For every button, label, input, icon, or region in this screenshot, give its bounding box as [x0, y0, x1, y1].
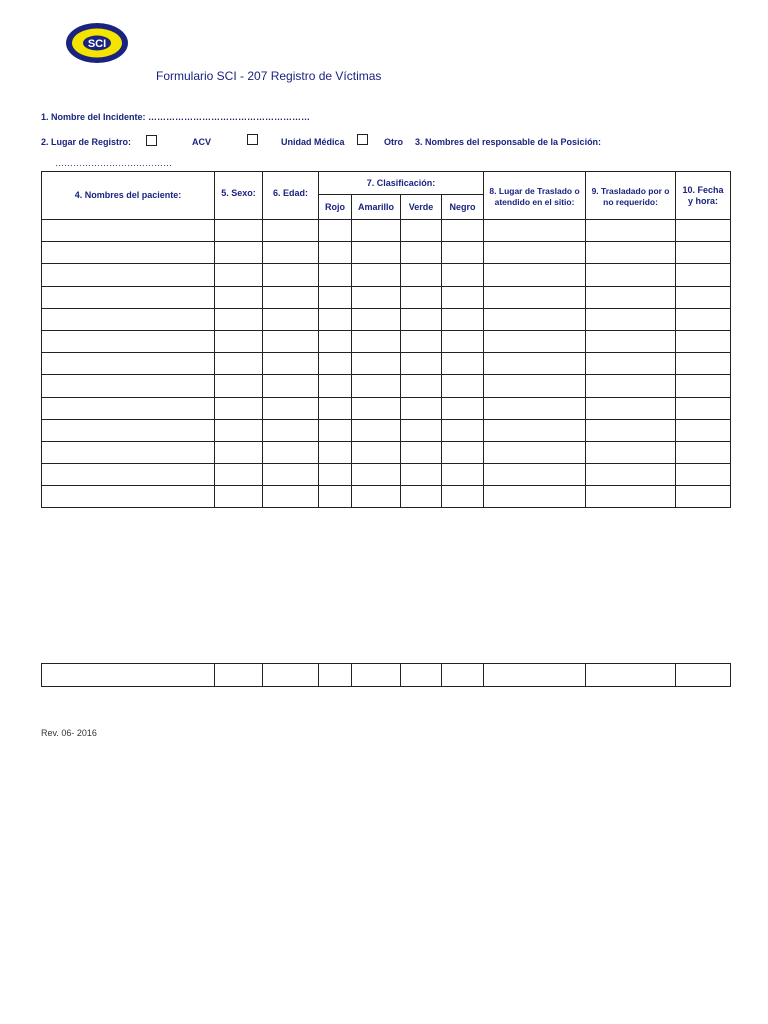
other-checkbox[interactable]: [357, 134, 368, 145]
table-cell[interactable]: [442, 664, 484, 687]
table-cell[interactable]: [676, 397, 731, 419]
table-cell[interactable]: [263, 353, 319, 375]
table-cell[interactable]: [263, 330, 319, 352]
other-label: Otro: [384, 137, 403, 147]
table-cell[interactable]: [401, 441, 442, 463]
table-row: [42, 308, 731, 330]
table-cell[interactable]: [42, 464, 215, 486]
table-cell[interactable]: [352, 397, 401, 419]
table-row: [42, 397, 731, 419]
table-cell[interactable]: [484, 664, 586, 687]
table-cell[interactable]: [42, 242, 215, 264]
table-cell[interactable]: [319, 242, 352, 264]
table-cell[interactable]: [586, 353, 676, 375]
table-cell[interactable]: [442, 397, 484, 419]
medical-unit-label: Unidad Médica: [281, 137, 345, 147]
table-cell[interactable]: [442, 353, 484, 375]
table-cell[interactable]: [586, 486, 676, 508]
table-cell[interactable]: [401, 308, 442, 330]
table-cell[interactable]: [352, 486, 401, 508]
table-cell[interactable]: [263, 286, 319, 308]
col-green: Verde: [401, 195, 442, 220]
place-label: 2. Lugar de Registro:: [41, 137, 132, 147]
table-cell[interactable]: [42, 486, 215, 508]
table-cell[interactable]: [42, 286, 215, 308]
table-cell[interactable]: [401, 464, 442, 486]
table-cell[interactable]: [42, 419, 215, 441]
table-cell[interactable]: [319, 375, 352, 397]
table-cell[interactable]: [42, 220, 215, 242]
table-cell[interactable]: [484, 441, 586, 463]
table-cell[interactable]: [215, 486, 263, 508]
table-cell[interactable]: [586, 242, 676, 264]
table-cell[interactable]: [676, 441, 731, 463]
table-cell[interactable]: [319, 286, 352, 308]
table-cell[interactable]: [586, 464, 676, 486]
table-cell[interactable]: [586, 220, 676, 242]
table-cell[interactable]: [215, 264, 263, 286]
table-cell[interactable]: [42, 330, 215, 352]
table-row: [42, 242, 731, 264]
table-cell[interactable]: [676, 242, 731, 264]
table-cell[interactable]: [484, 242, 586, 264]
col-date-time: 10. Fecha y hora:: [676, 172, 731, 220]
table-row: [42, 441, 731, 463]
table-cell[interactable]: [401, 330, 442, 352]
table-cell[interactable]: [676, 330, 731, 352]
table-cell[interactable]: [442, 286, 484, 308]
table-cell[interactable]: [42, 308, 215, 330]
responsible-label: 3. Nombres del responsable de la Posición:: [415, 137, 602, 147]
table-cell[interactable]: [263, 441, 319, 463]
table-cell[interactable]: [352, 286, 401, 308]
form-title: Formulario SCI - 207 Registro de Víctimas: [156, 69, 382, 83]
table-cell[interactable]: [352, 264, 401, 286]
table-cell[interactable]: [352, 242, 401, 264]
table-cell[interactable]: [352, 308, 401, 330]
table-cell[interactable]: [319, 486, 352, 508]
acv-label: ACV: [192, 137, 212, 147]
table-cell[interactable]: [319, 397, 352, 419]
table-cell[interactable]: [215, 330, 263, 352]
col-age: 6. Edad:: [263, 172, 319, 220]
table-cell[interactable]: [42, 264, 215, 286]
table-cell[interactable]: [676, 664, 731, 687]
table-cell[interactable]: [215, 353, 263, 375]
table-cell[interactable]: [586, 308, 676, 330]
table-cell[interactable]: [484, 286, 586, 308]
table-cell[interactable]: [319, 330, 352, 352]
table-cell[interactable]: [401, 664, 442, 687]
table-cell[interactable]: [42, 664, 215, 687]
table-row: [42, 353, 731, 375]
table-cell[interactable]: [215, 464, 263, 486]
table-row: [42, 664, 731, 687]
table-cell[interactable]: [676, 464, 731, 486]
acv-checkbox[interactable]: [146, 135, 157, 146]
table-cell[interactable]: [586, 397, 676, 419]
sci-logo: [65, 22, 129, 64]
col-black: Negro: [442, 195, 484, 220]
table-cell[interactable]: [352, 330, 401, 352]
table-cell[interactable]: [215, 397, 263, 419]
table-cell[interactable]: [352, 220, 401, 242]
table-cell[interactable]: [401, 286, 442, 308]
table-cell[interactable]: [442, 308, 484, 330]
table-cell[interactable]: [676, 308, 731, 330]
table-cell[interactable]: [319, 353, 352, 375]
table-cell[interactable]: [319, 419, 352, 441]
table-cell[interactable]: [676, 264, 731, 286]
table-cell[interactable]: [352, 464, 401, 486]
table-cell[interactable]: [401, 419, 442, 441]
table-cell[interactable]: [319, 308, 352, 330]
table-cell[interactable]: [442, 375, 484, 397]
table-row: [42, 264, 731, 286]
table-cell[interactable]: [586, 264, 676, 286]
table-cell[interactable]: [676, 220, 731, 242]
table-cell[interactable]: [215, 220, 263, 242]
col-classification: 7. Clasificación:: [319, 172, 484, 195]
table-cell[interactable]: [586, 664, 676, 687]
table-row: [42, 486, 731, 508]
col-transferred-by: 9. Trasladado por o no requerido:: [586, 172, 676, 220]
table-row: [42, 375, 731, 397]
table-cell[interactable]: [401, 486, 442, 508]
table-row: [42, 419, 731, 441]
table-cell[interactable]: [215, 419, 263, 441]
table-cell[interactable]: [484, 397, 586, 419]
table-cell[interactable]: [319, 464, 352, 486]
table-cell[interactable]: [586, 419, 676, 441]
table-cell[interactable]: [676, 419, 731, 441]
victims-table: [41, 171, 731, 508]
table-cell[interactable]: [401, 397, 442, 419]
table-cell[interactable]: [442, 220, 484, 242]
table-cell[interactable]: [401, 353, 442, 375]
table-cell[interactable]: [352, 419, 401, 441]
table-cell[interactable]: [484, 486, 586, 508]
table-cell[interactable]: [215, 664, 263, 687]
table-cell[interactable]: [484, 375, 586, 397]
table-cell[interactable]: [442, 441, 484, 463]
table-cell[interactable]: [401, 242, 442, 264]
table-row: [42, 286, 731, 308]
table-cell[interactable]: [42, 353, 215, 375]
col-patient-names: 4. Nombres del paciente:: [42, 172, 215, 220]
table-cell[interactable]: [352, 664, 401, 687]
medical-unit-checkbox[interactable]: [247, 134, 258, 145]
table-cell[interactable]: [42, 375, 215, 397]
table-cell[interactable]: [319, 264, 352, 286]
table-cell[interactable]: [442, 242, 484, 264]
table-cell[interactable]: [484, 220, 586, 242]
table-cell[interactable]: [401, 220, 442, 242]
table-cell[interactable]: [442, 464, 484, 486]
table-cell[interactable]: [676, 486, 731, 508]
table-cell[interactable]: [319, 220, 352, 242]
table-cell[interactable]: [319, 664, 352, 687]
table-row: [42, 220, 731, 242]
table-cell[interactable]: [586, 441, 676, 463]
col-sex: 5. Sexo:: [215, 172, 263, 220]
revision-note: Rev. 06- 2016: [41, 728, 97, 738]
table-cell[interactable]: [442, 486, 484, 508]
table-cell[interactable]: [484, 264, 586, 286]
table-row: [42, 330, 731, 352]
table-cell[interactable]: [263, 464, 319, 486]
table-cell[interactable]: [586, 330, 676, 352]
table-cell[interactable]: [401, 375, 442, 397]
table-cell[interactable]: [484, 464, 586, 486]
incident-name-field[interactable]: 1. Nombre del Incidente: ………………………………………………: [41, 112, 311, 122]
table-cell[interactable]: [263, 220, 319, 242]
col-red: Rojo: [319, 195, 352, 220]
table-cell[interactable]: [215, 441, 263, 463]
table-cell[interactable]: [484, 353, 586, 375]
table-cell[interactable]: [484, 419, 586, 441]
continuation-row-table: [41, 663, 731, 687]
table-cell[interactable]: [215, 308, 263, 330]
logo-text: SCI: [87, 38, 107, 50]
table-cell[interactable]: [352, 353, 401, 375]
table-cell[interactable]: [263, 308, 319, 330]
table-cell[interactable]: [215, 375, 263, 397]
table-cell[interactable]: [263, 419, 319, 441]
table-cell[interactable]: [442, 330, 484, 352]
table-cell[interactable]: [442, 264, 484, 286]
table-cell[interactable]: [676, 353, 731, 375]
table-cell[interactable]: [215, 242, 263, 264]
table-cell[interactable]: [352, 375, 401, 397]
table-cell[interactable]: [676, 286, 731, 308]
table-cell[interactable]: [263, 486, 319, 508]
table-cell[interactable]: [676, 375, 731, 397]
table-cell[interactable]: [263, 242, 319, 264]
table-cell[interactable]: [263, 375, 319, 397]
responsible-line[interactable]: …………………………………: [55, 158, 172, 168]
col-yellow: Amarillo: [352, 195, 401, 220]
table-cell[interactable]: [215, 286, 263, 308]
table-cell[interactable]: [42, 397, 215, 419]
table-cell[interactable]: [401, 264, 442, 286]
table-cell[interactable]: [263, 264, 319, 286]
table-cell[interactable]: [42, 441, 215, 463]
table-cell[interactable]: [263, 664, 319, 687]
table-cell[interactable]: [586, 286, 676, 308]
table-cell[interactable]: [319, 441, 352, 463]
table-cell[interactable]: [352, 441, 401, 463]
table-cell[interactable]: [263, 397, 319, 419]
table-cell[interactable]: [484, 330, 586, 352]
table-cell[interactable]: [484, 308, 586, 330]
col-transfer-place: 8. Lugar de Traslado o atendido en el sitio:: [484, 172, 586, 220]
table-cell[interactable]: [442, 419, 484, 441]
table-row: [42, 464, 731, 486]
table-cell[interactable]: [586, 375, 676, 397]
